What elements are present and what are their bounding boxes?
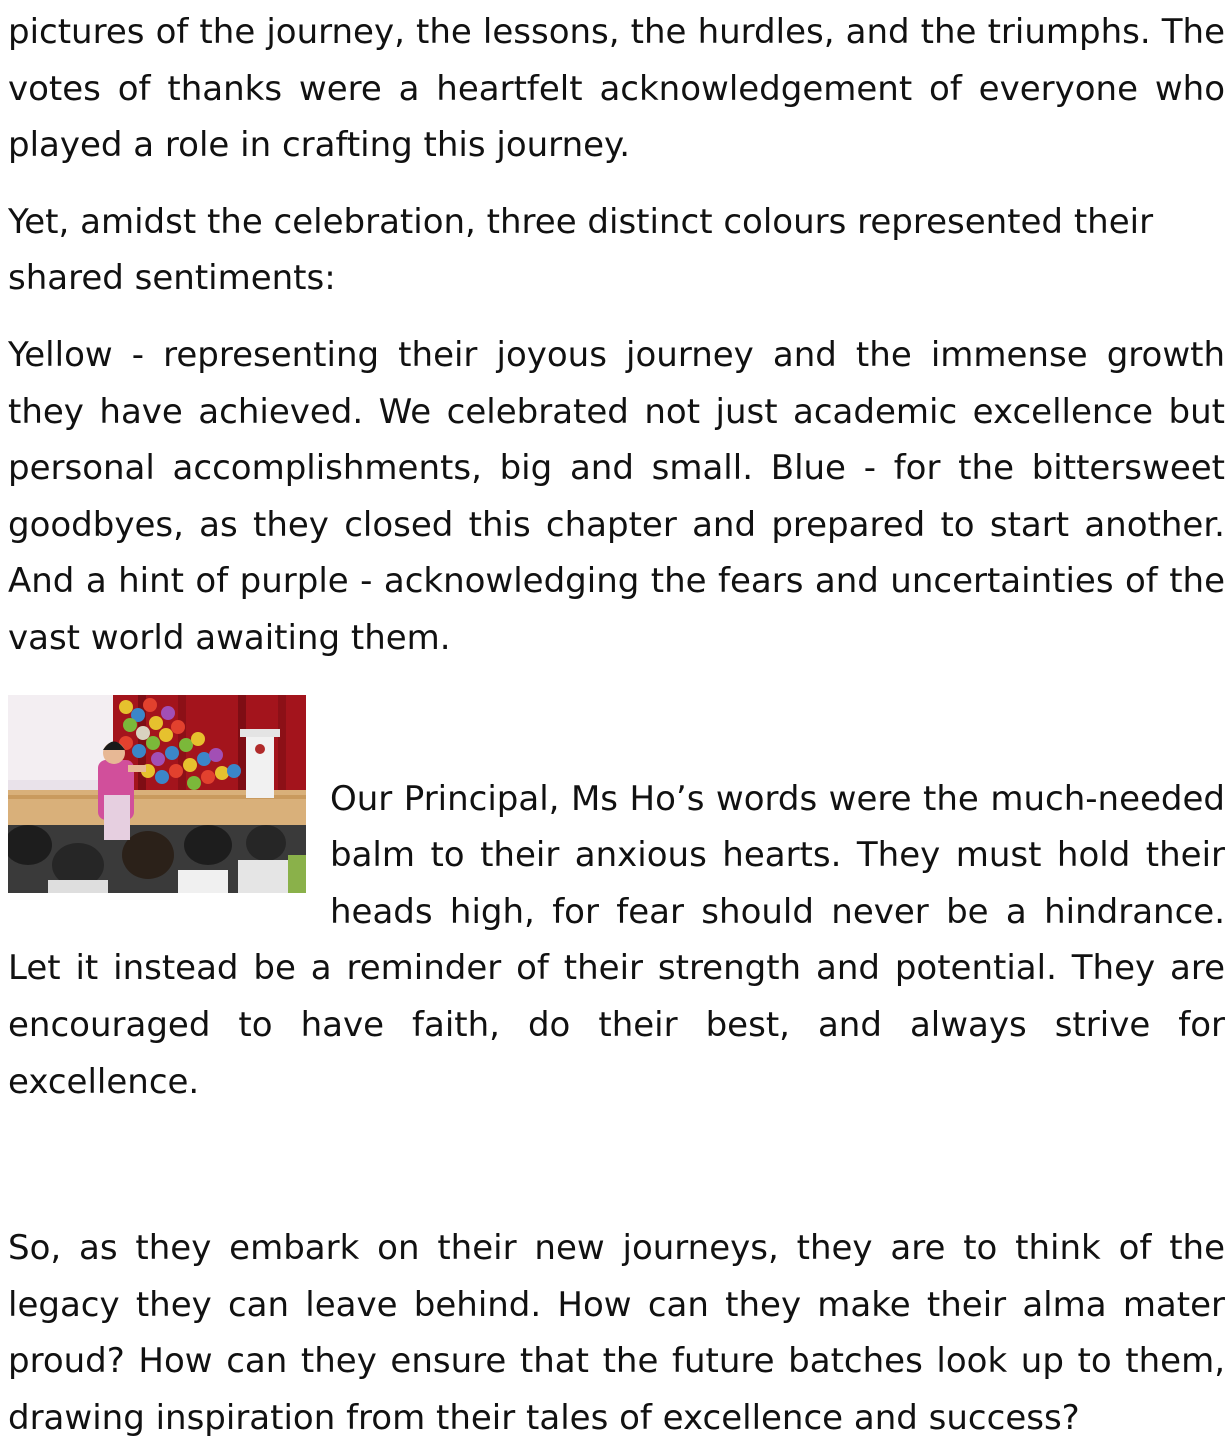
document-body	[8, 4, 1225, 1446]
principal-section	[8, 695, 1225, 1111]
principal-speech-photo	[8, 695, 306, 893]
paragraph-principal-text: Our Principal, Ms Ho’s words were the much-needed balm to their anxious hearts. They must hold their heads high, for fear should never be a hindrance. Let it instead be a reminder of their strength and potential. They are encouraged to have faith, do their best, and always strive for excellence.	[8, 778, 1225, 1102]
paragraph-journey: pictures of the journey, the lessons, the hurdles, and the triumphs. The votes of thanks were a heartfelt acknowledgement of everyone who played a role in crafting this journey.	[8, 12, 1225, 166]
paragraph-legacy: So, as they embark on their new journeys, they are to think of the legacy they can leave behind. How can they make their alma mater proud? How can they ensure that the future batches look up to them, drawing inspiration from their tales of excellence and success?	[8, 1228, 1225, 1438]
paragraph-colours-intro: Yet, amidst the celebration, three distinct colours represented their shared sentiments:	[8, 201, 1154, 299]
paragraph-colours: Yellow - representing their joyous journey and the immense growth they have achieved. We celebrated not just academic excellence but personal accomplishments, big and small. Blue - for the bittersweet goodbyes, as they closed this chapter and prepared to start another. And a hint of purple - acknowledging the fears and uncertainties of the vast world awaiting them.	[8, 334, 1225, 658]
